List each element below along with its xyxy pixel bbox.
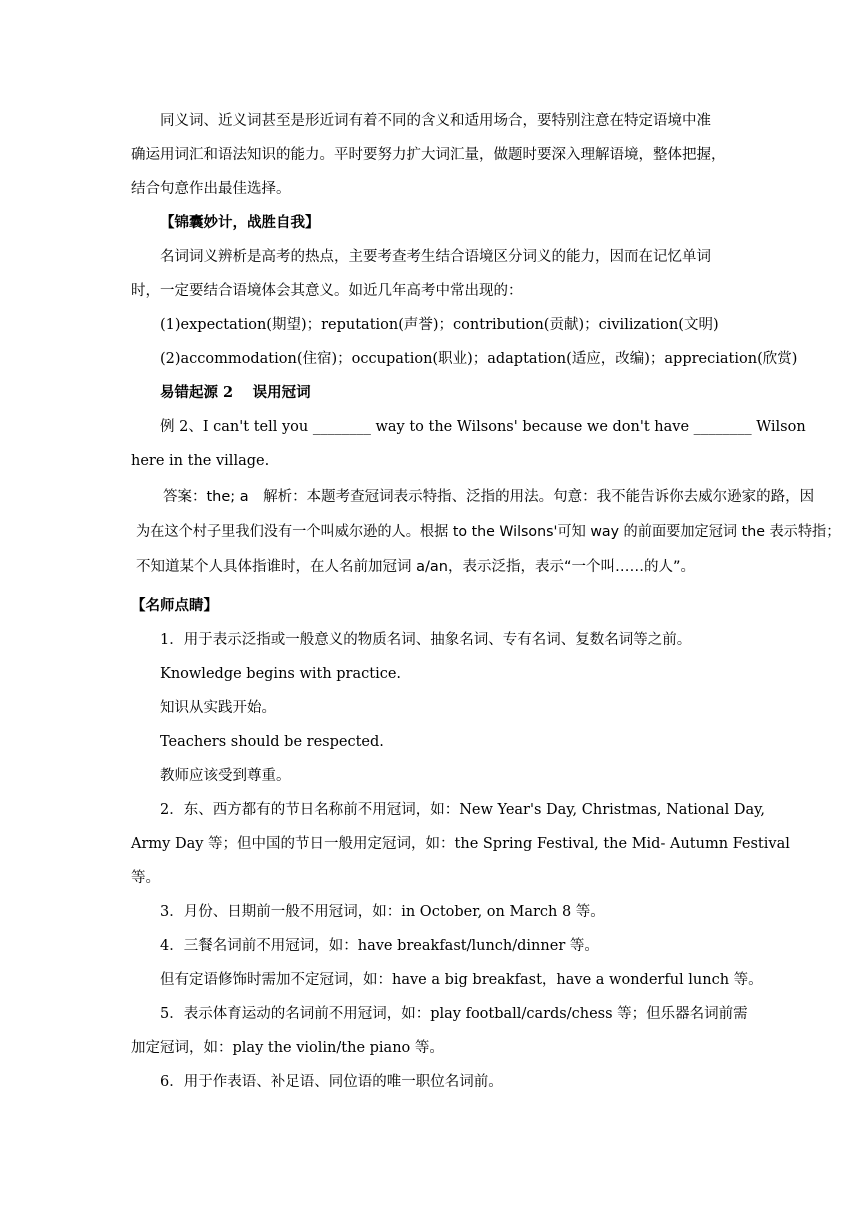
answer-line-3: 不知道某个人具体指谁时，在人名前加冠词 a/an，表示泛指，表示“一个叫……的人”。: [136, 559, 695, 575]
rule-1: 1．用于表示泛指或一般意义的物质名词、抽象名词、专有名词、复数名词等之前。: [160, 632, 692, 648]
word-list-item-2: (2)accommodation(住宿)；occupation(职业)；adaptation(适应，改编)；appreciation(欣赏): [160, 351, 798, 367]
error-source-heading: 易错起源 2 误用冠词: [160, 384, 311, 401]
tip-line-1: 名词词义辨析是高考的热点，主要考查考生结合语境区分词义的能力，因而在记忆单词: [160, 249, 711, 265]
rule-5-line-1: 5．表示体育运动的名词前不用冠词，如：play football/cards/chess 等；但乐器名词前需: [160, 1006, 748, 1022]
rule-4-note: 但有定语修饰时需加不定冠词，如：have a big breakfast，have a wonderful lunch 等。: [160, 972, 763, 988]
rule-2-line-1: 2．东、西方都有的节日名称前不用冠词，如：New Year's Day, Christmas, National Day,: [160, 802, 765, 818]
rule-5-line-2: 加定冠词，如：play the violin/the piano 等。: [131, 1040, 444, 1056]
rule-3: 3．月份、日期前一般不用冠词，如：in October, on March 8 等。: [160, 904, 605, 920]
rule-1-example-1-en: Knowledge begins with practice.: [160, 666, 402, 682]
rule-1-example-1-zh: 知识从实践开始。: [160, 700, 276, 716]
example-line-1: 例 2、I can't tell you ________ way to the Wilsons' because we don't have ________ Wilson: [160, 419, 806, 435]
intro-line-1: 同义词、近义词甚至是形近词有着不同的含义和适用场合，要特别注意在特定语境中准: [160, 113, 711, 129]
rule-6: 6．用于作表语、补足语、同位语的唯一职位名词前。: [160, 1074, 503, 1090]
word-list-item-1: (1)expectation(期望)；reputation(声誉)；contribution(贡献)；civilization(文明): [160, 317, 719, 333]
tip-line-2: 时，一定要结合语境体会其意义。如近几年高考中常出现的：: [131, 283, 523, 299]
rule-2-line-3: 等。: [131, 870, 160, 886]
answer-line-1: 答案：the; a 解析：本题考查冠词表示特指、泛指的用法。句意：我不能告诉你去威尔逊家的路，因: [163, 489, 815, 505]
rule-4: 4．三餐名词前不用冠词，如：have breakfast/lunch/dinner 等。: [160, 938, 599, 954]
rule-1-example-2-zh: 教师应该受到尊重。: [160, 768, 291, 784]
tip-heading: 【锦囊妙计，战胜自我】: [160, 214, 320, 231]
intro-line-3: 结合句意作出最佳选择。: [131, 181, 291, 197]
intro-line-2: 确运用词汇和语法知识的能力。平时要努力扩大词汇量，做题时要深入理解语境，整体把握，: [131, 147, 726, 163]
rule-2-line-2: Army Day 等；但中国的节日一般用定冠词，如：the Spring Festival, the Mid- Autumn Festival: [131, 836, 790, 852]
answer-line-2: 为在这个村子里我们没有一个叫威尔逊的人。根据 to the Wilsons'可知 way 的前面要加定冠词 the 表示特指；: [136, 524, 841, 540]
example-line-2: here in the village.: [131, 453, 270, 469]
rule-1-example-2-en: Teachers should be respected.: [160, 734, 384, 750]
teacher-heading: 【名师点睛】: [131, 597, 218, 614]
